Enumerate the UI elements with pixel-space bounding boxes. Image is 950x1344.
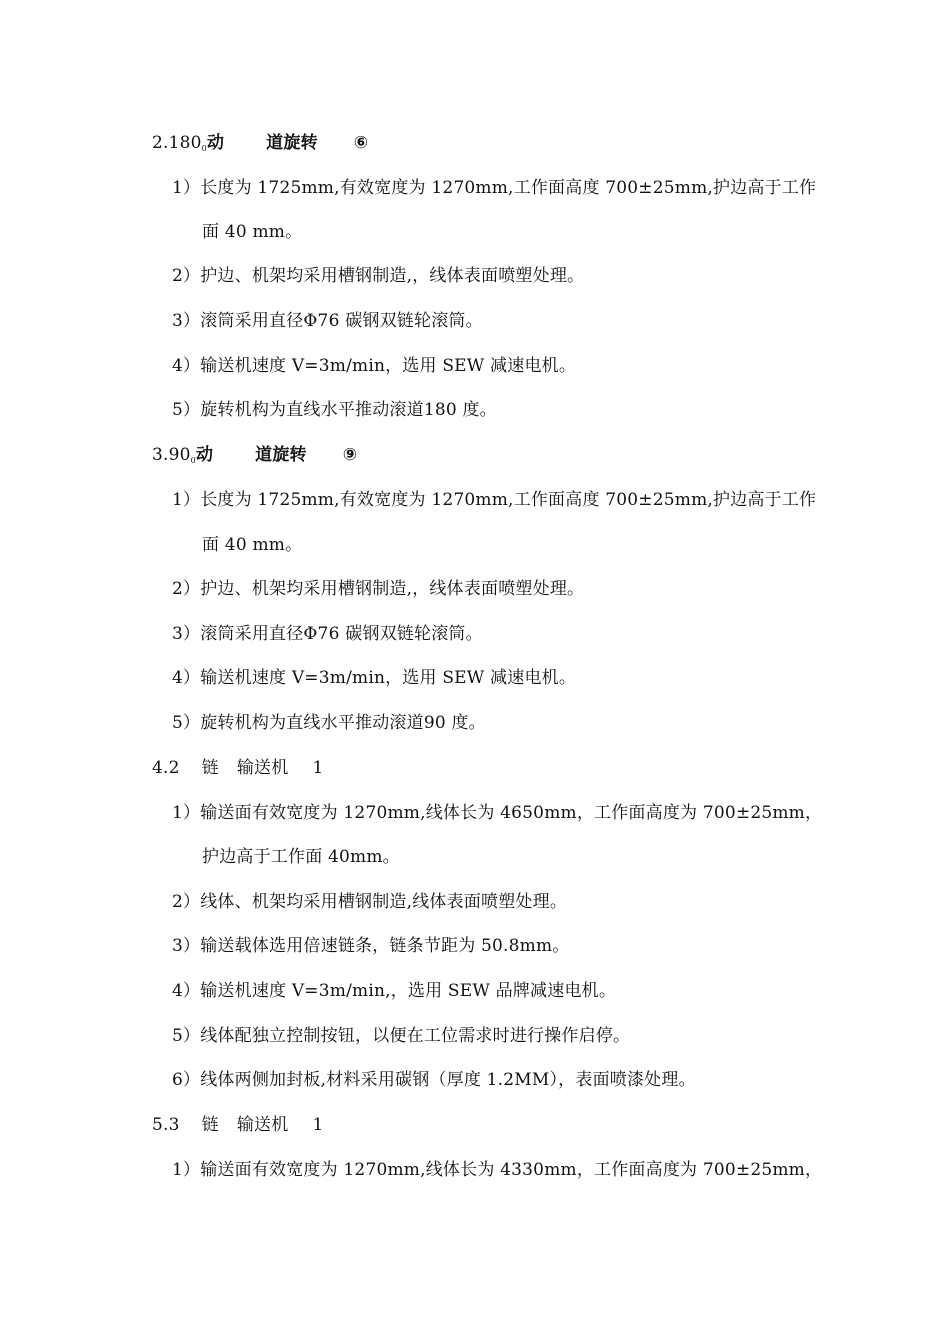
list-item: 4）输送机速度 V=3m/min，选用 SEW 减速电机。 xyxy=(172,668,577,688)
heading-marker: ⑨ xyxy=(342,445,358,465)
list-item: 6）线体两侧加封板,材料采用碳钢（厚度 1.2MM），表面喷漆处理。 xyxy=(172,1070,696,1090)
heading-marker: ⑥ xyxy=(353,133,369,153)
heading-title: 道旋转 xyxy=(255,445,307,465)
heading-number: 5.3 xyxy=(152,1115,180,1135)
heading-number: 4.2 xyxy=(152,758,180,778)
list-item-continuation: 面 40 mm。 xyxy=(202,222,303,242)
heading-marker: 1 xyxy=(312,758,324,778)
heading-subscript: 0 xyxy=(201,144,207,153)
list-item: 2）护边、机架均采用槽钢制造,，线体表面喷塑处理。 xyxy=(172,579,585,599)
list-item: 2）护边、机架均采用槽钢制造,，线体表面喷塑处理。 xyxy=(172,266,585,286)
list-item-continuation: 护边高于工作面 40mm。 xyxy=(202,847,400,867)
heading-title: 输送机 xyxy=(236,1115,289,1135)
section-heading-3 xyxy=(152,445,357,471)
list-item: 5）旋转机构为直线水平推动滚道90 度。 xyxy=(172,713,486,733)
list-item: 4）输送机速度 V=3m/min，选用 SEW 减速电机。 xyxy=(172,356,577,376)
section-heading-5 xyxy=(152,1115,323,1135)
heading-subscript: 0 xyxy=(190,456,196,465)
list-item: 1）长度为 1725mm,有效宽度为 1270mm,工作面高度 700±25mm,护边高于工作 xyxy=(172,178,817,198)
heading-word: 链 xyxy=(201,1115,219,1135)
list-item: 5）线体配独立控制按钮，以便在工位需求时进行操作启停。 xyxy=(172,1026,631,1046)
heading-word: 动 xyxy=(195,445,214,465)
heading-marker: 1 xyxy=(312,1115,324,1135)
heading-title: 输送机 xyxy=(236,758,289,778)
heading-word: 链 xyxy=(201,758,219,778)
list-item: 5）旋转机构为直线水平推动滚道180 度。 xyxy=(172,400,497,420)
list-item: 2）线体、机架均采用槽钢制造,线体表面喷塑处理。 xyxy=(172,892,568,912)
section-heading-4 xyxy=(152,758,323,778)
list-item: 3）滚筒采用直径Φ76 碳钢双链轮滚筒。 xyxy=(172,311,483,331)
list-item: 1）长度为 1725mm,有效宽度为 1270mm,工作面高度 700±25mm,护边高于工作 xyxy=(172,490,817,510)
heading-number: 3.90 xyxy=(152,445,191,465)
list-item: 1）输送面有效宽度为 1270mm,线体长为 4650mm，工作面高度为 700±25mm， xyxy=(172,803,823,823)
list-item: 1）输送面有效宽度为 1270mm,线体长为 4330mm，工作面高度为 700±25mm， xyxy=(172,1160,823,1180)
heading-title: 道旋转 xyxy=(266,133,318,153)
list-item: 3）输送载体选用倍速链条，链条节距为 50.8mm。 xyxy=(172,936,570,956)
heading-word: 动 xyxy=(206,133,225,153)
heading-number: 2.180 xyxy=(152,133,202,153)
section-heading-2 xyxy=(152,133,368,159)
list-item: 3）滚筒采用直径Φ76 碳钢双链轮滚筒。 xyxy=(172,624,483,644)
list-item-continuation: 面 40 mm。 xyxy=(202,535,303,555)
list-item: 4）输送机速度 V=3m/min,，选用 SEW 品牌减速电机。 xyxy=(172,981,617,1001)
